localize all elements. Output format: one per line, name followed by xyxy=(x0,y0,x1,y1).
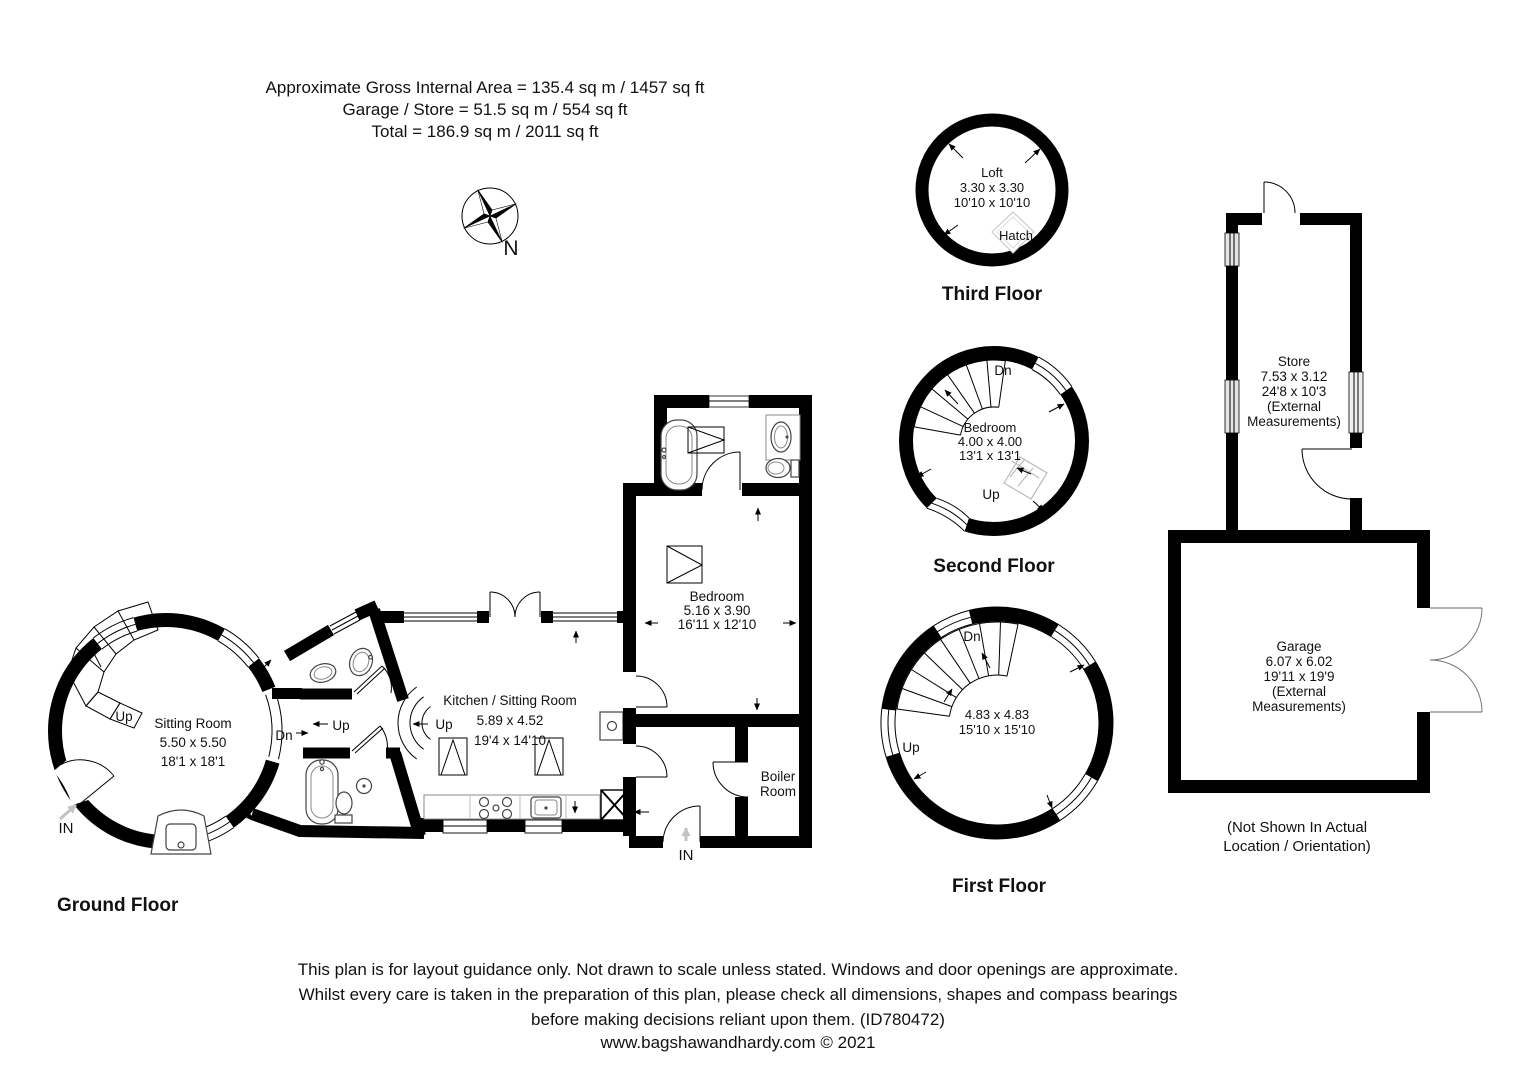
ground-floor-title: Ground Floor xyxy=(57,895,179,916)
hall-door xyxy=(636,746,667,777)
disclaimer-line1: This plan is for layout guidance only. Not drawn to scale unless stated. Windows and door openings are approximate. xyxy=(297,960,1179,979)
compass-rose-icon xyxy=(451,177,528,260)
boiler-room-door xyxy=(713,762,748,797)
boiler-room-name-line2: Room xyxy=(759,784,797,799)
disclaimer-line3: before making decisions reliant upon them. (ID780472) xyxy=(531,1010,945,1029)
store-note-line2: Measurements) xyxy=(1247,414,1341,429)
hall-dn-label: Dn xyxy=(275,728,293,743)
garage-double-doors xyxy=(1430,608,1482,712)
ground-floor-east-wing xyxy=(377,395,812,864)
total-area-text: Total = 186.9 sq m / 2011 sq ft xyxy=(371,122,599,141)
fireplace xyxy=(151,810,211,854)
ensuite-door xyxy=(702,452,740,490)
loft-room-name: Loft xyxy=(981,165,1003,180)
bedroom-imperial-dims: 16'11 x 12'10 xyxy=(677,617,757,632)
store-window-left-upper xyxy=(1225,233,1239,266)
sitting-room-imperial-dims: 18'1 x 18'1 xyxy=(160,754,226,769)
first-floor-imperial-dims: 15'10 x 15'10 xyxy=(958,722,1036,737)
bedroom-metric-dims: 5.16 x 3.90 xyxy=(683,603,751,618)
boiler-room-name-line1: Boiler xyxy=(760,769,796,784)
kitchen-window-top-right xyxy=(553,613,617,621)
garage-note-line2: Measurements) xyxy=(1252,699,1346,714)
sitting-room-name: Sitting Room xyxy=(154,716,232,731)
gross-internal-area-text: Approximate Gross Internal Area = 135.4 sq m / 1457 sq ft xyxy=(265,78,705,97)
ensuite-toilet xyxy=(766,459,799,478)
entrance-in-arrow-icon xyxy=(60,805,76,819)
third-floor-plan xyxy=(922,120,1062,305)
hatch-label: Hatch xyxy=(999,228,1033,243)
disclaimer-line2: Whilst every care is taken in the preparation of this plan, please check all dimensions, shapes and compass bearings xyxy=(298,985,1178,1004)
cloakroom-vanity-basin xyxy=(346,645,377,679)
kitchen-window-bottom-left xyxy=(443,820,487,833)
cloakroom-basin xyxy=(308,661,338,685)
garage-room-name: Garage xyxy=(1276,639,1322,654)
website-copyright: www.bagshawandhardy.com © 2021 xyxy=(600,1033,876,1052)
area-summary xyxy=(266,78,705,141)
first-floor-metric-dims: 4.83 x 4.83 xyxy=(964,707,1030,722)
store-window-right xyxy=(1349,372,1363,433)
bathtub xyxy=(306,760,338,824)
ground-floor-tower xyxy=(55,602,282,854)
ensuite-window xyxy=(709,396,749,407)
kitchen-imperial-dims: 19'4 x 14'10 xyxy=(474,733,546,748)
store-room-name: Store xyxy=(1277,354,1311,369)
garage-store-area-text: Garage / Store = 51.5 sq m / 554 sq ft xyxy=(342,100,628,119)
loft-metric-dims: 3.30 x 3.30 xyxy=(959,180,1025,195)
garage-note-line1: (External xyxy=(1271,684,1327,699)
third-floor-title: Third Floor xyxy=(941,284,1043,305)
garage-plan xyxy=(1168,530,1482,855)
second-floor-plan xyxy=(906,353,1082,577)
loft-imperial-dims: 10'10 x 10'10 xyxy=(953,195,1031,210)
second-floor-room-name: Bedroom xyxy=(963,420,1017,435)
garage-location-caption-line2: Location / Orientation) xyxy=(1223,838,1371,855)
store-plan xyxy=(1225,182,1363,530)
ensuite-bathtub xyxy=(661,420,697,490)
store-note-line1: (External xyxy=(1266,399,1322,414)
hall-up2-label: Up xyxy=(435,717,453,732)
first-floor-title: First Floor xyxy=(952,876,1046,897)
store-metric-dims: 7.53 x 3.12 xyxy=(1260,369,1328,384)
kitchen-counter xyxy=(424,795,600,819)
second-floor-dn-label: Dn xyxy=(994,363,1012,378)
kitchen-velux-left xyxy=(439,738,467,775)
kitchen-sink xyxy=(531,797,561,818)
store-entry-door xyxy=(1264,182,1295,213)
sitting-room-in-label: IN xyxy=(58,820,74,837)
bedroom-room-name: Bedroom xyxy=(689,589,745,604)
rear-in-label: IN xyxy=(678,847,694,864)
kitchen-appliance xyxy=(600,712,623,740)
kitchen-metric-dims: 5.89 x 4.52 xyxy=(476,713,544,728)
second-floor-imperial-dims: 13'1 x 13'1 xyxy=(958,448,1022,463)
footer-disclaimer xyxy=(298,960,1178,1052)
compass-north-label: N xyxy=(503,237,519,260)
second-floor-up-label: Up xyxy=(982,487,1000,502)
bedroom-door xyxy=(636,676,667,707)
kitchen-window-bottom-right xyxy=(525,820,562,833)
second-floor-title: Second Floor xyxy=(933,556,1055,577)
kitchen-french-doors xyxy=(490,592,540,617)
store-window-left-lower xyxy=(1225,380,1239,433)
garage-metric-dims: 6.07 x 6.02 xyxy=(1265,654,1333,669)
kitchen-room-name: Kitchen / Sitting Room xyxy=(443,693,577,708)
store-imperial-dims: 24'8 x 10'3 xyxy=(1261,384,1327,399)
hall-up-label: Up xyxy=(332,718,350,733)
toilet xyxy=(335,792,352,823)
garage-location-caption-line1: (Not Shown In Actual xyxy=(1226,819,1368,836)
bathroom-basin xyxy=(357,779,372,794)
sitting-room-metric-dims: 5.50 x 5.50 xyxy=(159,735,227,750)
kitchen-window-top-left xyxy=(404,613,477,621)
first-floor-plan xyxy=(881,611,1106,898)
second-floor-metric-dims: 4.00 x 4.00 xyxy=(957,434,1023,449)
first-floor-dn-label: Dn xyxy=(963,629,981,644)
first-floor-up-label: Up xyxy=(902,740,920,755)
bathroom-door xyxy=(352,726,387,753)
rear-entrance-door xyxy=(663,806,700,842)
bedroom-velux xyxy=(667,546,702,583)
store-to-garage-door xyxy=(1302,449,1352,499)
sitting-room-up-label: Up xyxy=(115,709,133,724)
ensuite-vanity-basin xyxy=(766,415,800,460)
garage-imperial-dims: 19'11 x 19'9 xyxy=(1263,669,1335,684)
